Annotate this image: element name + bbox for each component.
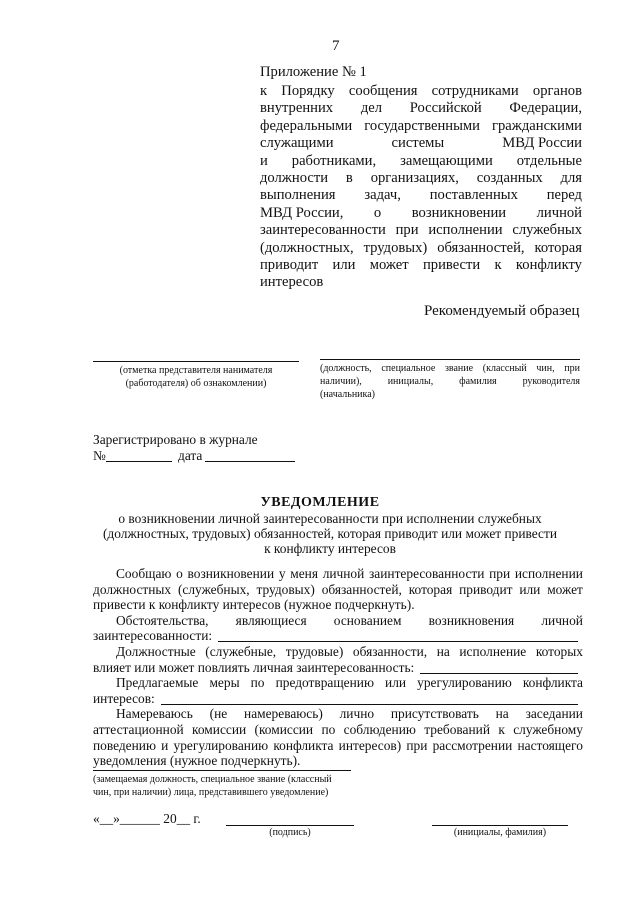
word: исполнении bbox=[514, 566, 583, 581]
word: инициалы, bbox=[387, 376, 434, 387]
word: созданных bbox=[476, 170, 543, 186]
word: на bbox=[495, 706, 509, 722]
word: МВД России, bbox=[260, 204, 344, 221]
word: личной bbox=[322, 566, 365, 581]
word: специальное bbox=[381, 363, 436, 374]
appendix-line bbox=[260, 170, 582, 187]
word: по bbox=[250, 675, 265, 691]
word: к bbox=[498, 722, 505, 737]
word: интересов bbox=[260, 274, 324, 291]
word: приводит bbox=[459, 581, 513, 597]
word: при bbox=[406, 737, 428, 753]
word: возникновении bbox=[187, 566, 275, 581]
word: Порядку bbox=[281, 83, 335, 99]
word: поставленных bbox=[429, 187, 518, 204]
word: предотвращению bbox=[275, 675, 374, 691]
signature-caption: (подпись) bbox=[269, 827, 311, 838]
word: личной bbox=[541, 612, 583, 628]
word: возникновения bbox=[428, 612, 515, 628]
word: при bbox=[564, 363, 580, 374]
word: конфликта bbox=[273, 737, 334, 753]
body-line bbox=[116, 675, 583, 691]
word: отдельные bbox=[516, 152, 582, 169]
appendix-line bbox=[260, 257, 582, 274]
word: настоящего bbox=[517, 737, 583, 753]
word: о bbox=[176, 566, 183, 581]
word: для bbox=[560, 170, 582, 186]
word: являющиеся bbox=[235, 612, 307, 628]
word: требований bbox=[424, 722, 490, 737]
word: или bbox=[519, 581, 541, 597]
word: перед bbox=[546, 187, 582, 204]
word: (классный bbox=[482, 363, 527, 374]
word: Предлагаемые bbox=[116, 675, 199, 691]
word: сообщения bbox=[348, 83, 418, 99]
word: рассмотрении bbox=[432, 737, 513, 753]
word: служебных bbox=[512, 222, 582, 239]
word: конфликту bbox=[515, 257, 582, 273]
word: может bbox=[369, 257, 409, 273]
registration-number-label: № bbox=[93, 448, 106, 463]
appendix-line bbox=[260, 240, 582, 257]
head-caption-1 bbox=[320, 362, 580, 375]
word: на bbox=[436, 644, 450, 659]
word: соблюдению bbox=[343, 722, 416, 737]
word: сотрудниками bbox=[431, 83, 519, 99]
word: исполнение bbox=[459, 644, 527, 659]
body-line bbox=[116, 706, 583, 722]
notice-subtitle-1: о возникновении личной заинтересованности при исполнении служебных bbox=[118, 511, 542, 526]
body-line bbox=[93, 582, 583, 598]
appendix-line bbox=[260, 222, 582, 239]
page-number: 7 bbox=[332, 38, 340, 54]
word: обязанностей, bbox=[437, 239, 525, 256]
word: государственными bbox=[364, 117, 480, 134]
word: руководителя bbox=[522, 376, 580, 387]
word: трудовых) bbox=[363, 239, 428, 256]
body-line bbox=[93, 722, 583, 738]
signature-date: «__»______ 20__ г. bbox=[93, 811, 201, 826]
notice-subtitle-2: (должностных, трудовых) обязанностей, которая приводит или может привести bbox=[102, 526, 558, 541]
position-caption-2: чин, при наличии) лица, представившего уведомление) bbox=[93, 787, 329, 798]
employer-mark-line bbox=[93, 361, 299, 362]
body-line bbox=[116, 566, 583, 582]
word: к bbox=[260, 83, 268, 99]
body-line: влияет или может повлиять личная заинтересованность: bbox=[93, 659, 415, 675]
word: внутренних bbox=[260, 100, 334, 117]
position-caption-1: (замещаемая должность, специальное звание (классный bbox=[93, 774, 332, 785]
employer-mark-caption-2: (работодателя) об ознакомлении) bbox=[125, 378, 267, 389]
position-line[interactable] bbox=[93, 770, 351, 771]
word: гражданскими bbox=[492, 117, 582, 134]
body-line bbox=[116, 613, 583, 629]
word: должности bbox=[260, 170, 329, 186]
appendix-line bbox=[260, 135, 582, 152]
appendix-line bbox=[260, 153, 582, 170]
word: при bbox=[395, 222, 419, 239]
appendix-line bbox=[260, 274, 582, 291]
appendix-line bbox=[260, 83, 582, 100]
appendix-line bbox=[260, 118, 582, 135]
word: служащими bbox=[260, 135, 334, 152]
word: заинтересованности bbox=[260, 222, 386, 239]
fill-in-line[interactable] bbox=[161, 704, 578, 705]
word: чин, bbox=[536, 363, 555, 374]
word: системы bbox=[391, 135, 445, 152]
word: Федерации, bbox=[509, 100, 582, 117]
word: обязанности, bbox=[352, 644, 428, 659]
employer-mark-caption-1: (отметка представителя нанимателя bbox=[119, 365, 273, 376]
word: которая bbox=[408, 581, 453, 597]
word: Намереваюсь bbox=[116, 706, 193, 722]
word: урегулированию bbox=[417, 675, 512, 691]
word: (служебные, bbox=[205, 644, 277, 659]
word: или bbox=[385, 675, 407, 691]
word: (должность, bbox=[320, 363, 372, 374]
head-caption-3: (начальника) bbox=[320, 389, 376, 400]
word: основанием bbox=[333, 612, 402, 628]
word: обязанностей, bbox=[321, 581, 402, 597]
word: о bbox=[373, 204, 382, 221]
word: должностных bbox=[93, 581, 172, 597]
word: приводит bbox=[260, 257, 319, 273]
word: органов bbox=[532, 83, 582, 99]
appendix-line bbox=[260, 100, 582, 117]
word: выполнения bbox=[260, 187, 336, 204]
word: организациях, bbox=[370, 170, 459, 186]
word: звание bbox=[444, 363, 474, 374]
fill-in-line[interactable] bbox=[218, 641, 578, 642]
word: фамилия bbox=[459, 376, 497, 387]
body-line: привести к конфликту интересов (нужное подчеркнуть). bbox=[93, 597, 415, 613]
word: Обстоятельства, bbox=[116, 612, 209, 628]
word: федеральными bbox=[260, 117, 353, 134]
word: меня bbox=[290, 566, 318, 581]
recommended-sample-label: Рекомендуемый образец bbox=[424, 303, 580, 319]
word: заинтересованности bbox=[369, 566, 485, 581]
word: и bbox=[260, 152, 268, 169]
word: Российской bbox=[409, 100, 482, 117]
registration-date-field[interactable] bbox=[205, 461, 295, 462]
registration-label: Зарегистрировано в журнале bbox=[93, 432, 258, 447]
word: привести bbox=[422, 257, 481, 273]
notice-title: УВЕДОМЛЕНИЕ bbox=[260, 495, 380, 510]
word: возникновении bbox=[411, 204, 507, 221]
word: и bbox=[161, 737, 169, 753]
notice-subtitle-3: к конфликту интересов bbox=[264, 541, 396, 556]
word: исполнении bbox=[428, 222, 503, 239]
appendix-title: Приложение № 1 bbox=[260, 64, 367, 80]
word: Должностные bbox=[116, 644, 196, 659]
appendix-line bbox=[260, 187, 582, 204]
registration-number-field[interactable] bbox=[106, 461, 172, 462]
word: меры bbox=[209, 675, 240, 691]
word: которая bbox=[534, 239, 582, 256]
appendix-line bbox=[260, 205, 582, 222]
word: замещающими bbox=[400, 152, 493, 169]
body-line: уведомления (нужное подчеркнуть). bbox=[93, 753, 301, 769]
word: к bbox=[494, 257, 502, 273]
word: служебному bbox=[513, 722, 583, 737]
word: при bbox=[489, 566, 511, 581]
word: может bbox=[547, 581, 583, 597]
word: или bbox=[332, 257, 356, 273]
word: намереваюсь) bbox=[244, 706, 323, 722]
word: работниками, bbox=[291, 152, 377, 169]
body-line: интересов: bbox=[93, 690, 155, 706]
word: которых bbox=[535, 644, 583, 659]
word: заседании bbox=[525, 706, 583, 722]
fill-in-line[interactable] bbox=[420, 673, 578, 674]
word: интересов) bbox=[338, 737, 402, 753]
word: дел bbox=[360, 100, 382, 117]
registration-date-label: дата bbox=[178, 448, 203, 463]
word: поведению bbox=[93, 737, 156, 753]
head-line bbox=[320, 359, 580, 360]
word: аттестационной bbox=[93, 722, 184, 737]
word: в bbox=[345, 170, 353, 186]
word: личной bbox=[536, 204, 582, 221]
word: (служебных, bbox=[177, 581, 250, 597]
word: у bbox=[278, 566, 286, 581]
word: конфликта bbox=[522, 675, 583, 691]
word: (должностных, bbox=[260, 239, 354, 256]
word: (не bbox=[209, 706, 228, 722]
body-line bbox=[93, 738, 583, 754]
name-caption: (инициалы, фамилия) bbox=[453, 827, 547, 838]
word: (комиссии bbox=[254, 722, 314, 737]
word: трудовые) bbox=[285, 644, 344, 659]
word: по bbox=[321, 722, 336, 737]
word: наличии), bbox=[320, 376, 362, 387]
word: МВД России bbox=[502, 135, 582, 152]
word: трудовых) bbox=[256, 581, 315, 597]
word: задач, bbox=[364, 187, 401, 204]
word: комиссии bbox=[192, 722, 247, 737]
word: лично bbox=[339, 706, 375, 722]
word: Сообщаю bbox=[116, 566, 172, 581]
body-line bbox=[116, 644, 583, 660]
body-line: заинтересованности: bbox=[93, 628, 213, 644]
word: урегулированию bbox=[173, 737, 269, 753]
word: присутствовать bbox=[390, 706, 479, 722]
head-caption-2 bbox=[320, 375, 580, 388]
